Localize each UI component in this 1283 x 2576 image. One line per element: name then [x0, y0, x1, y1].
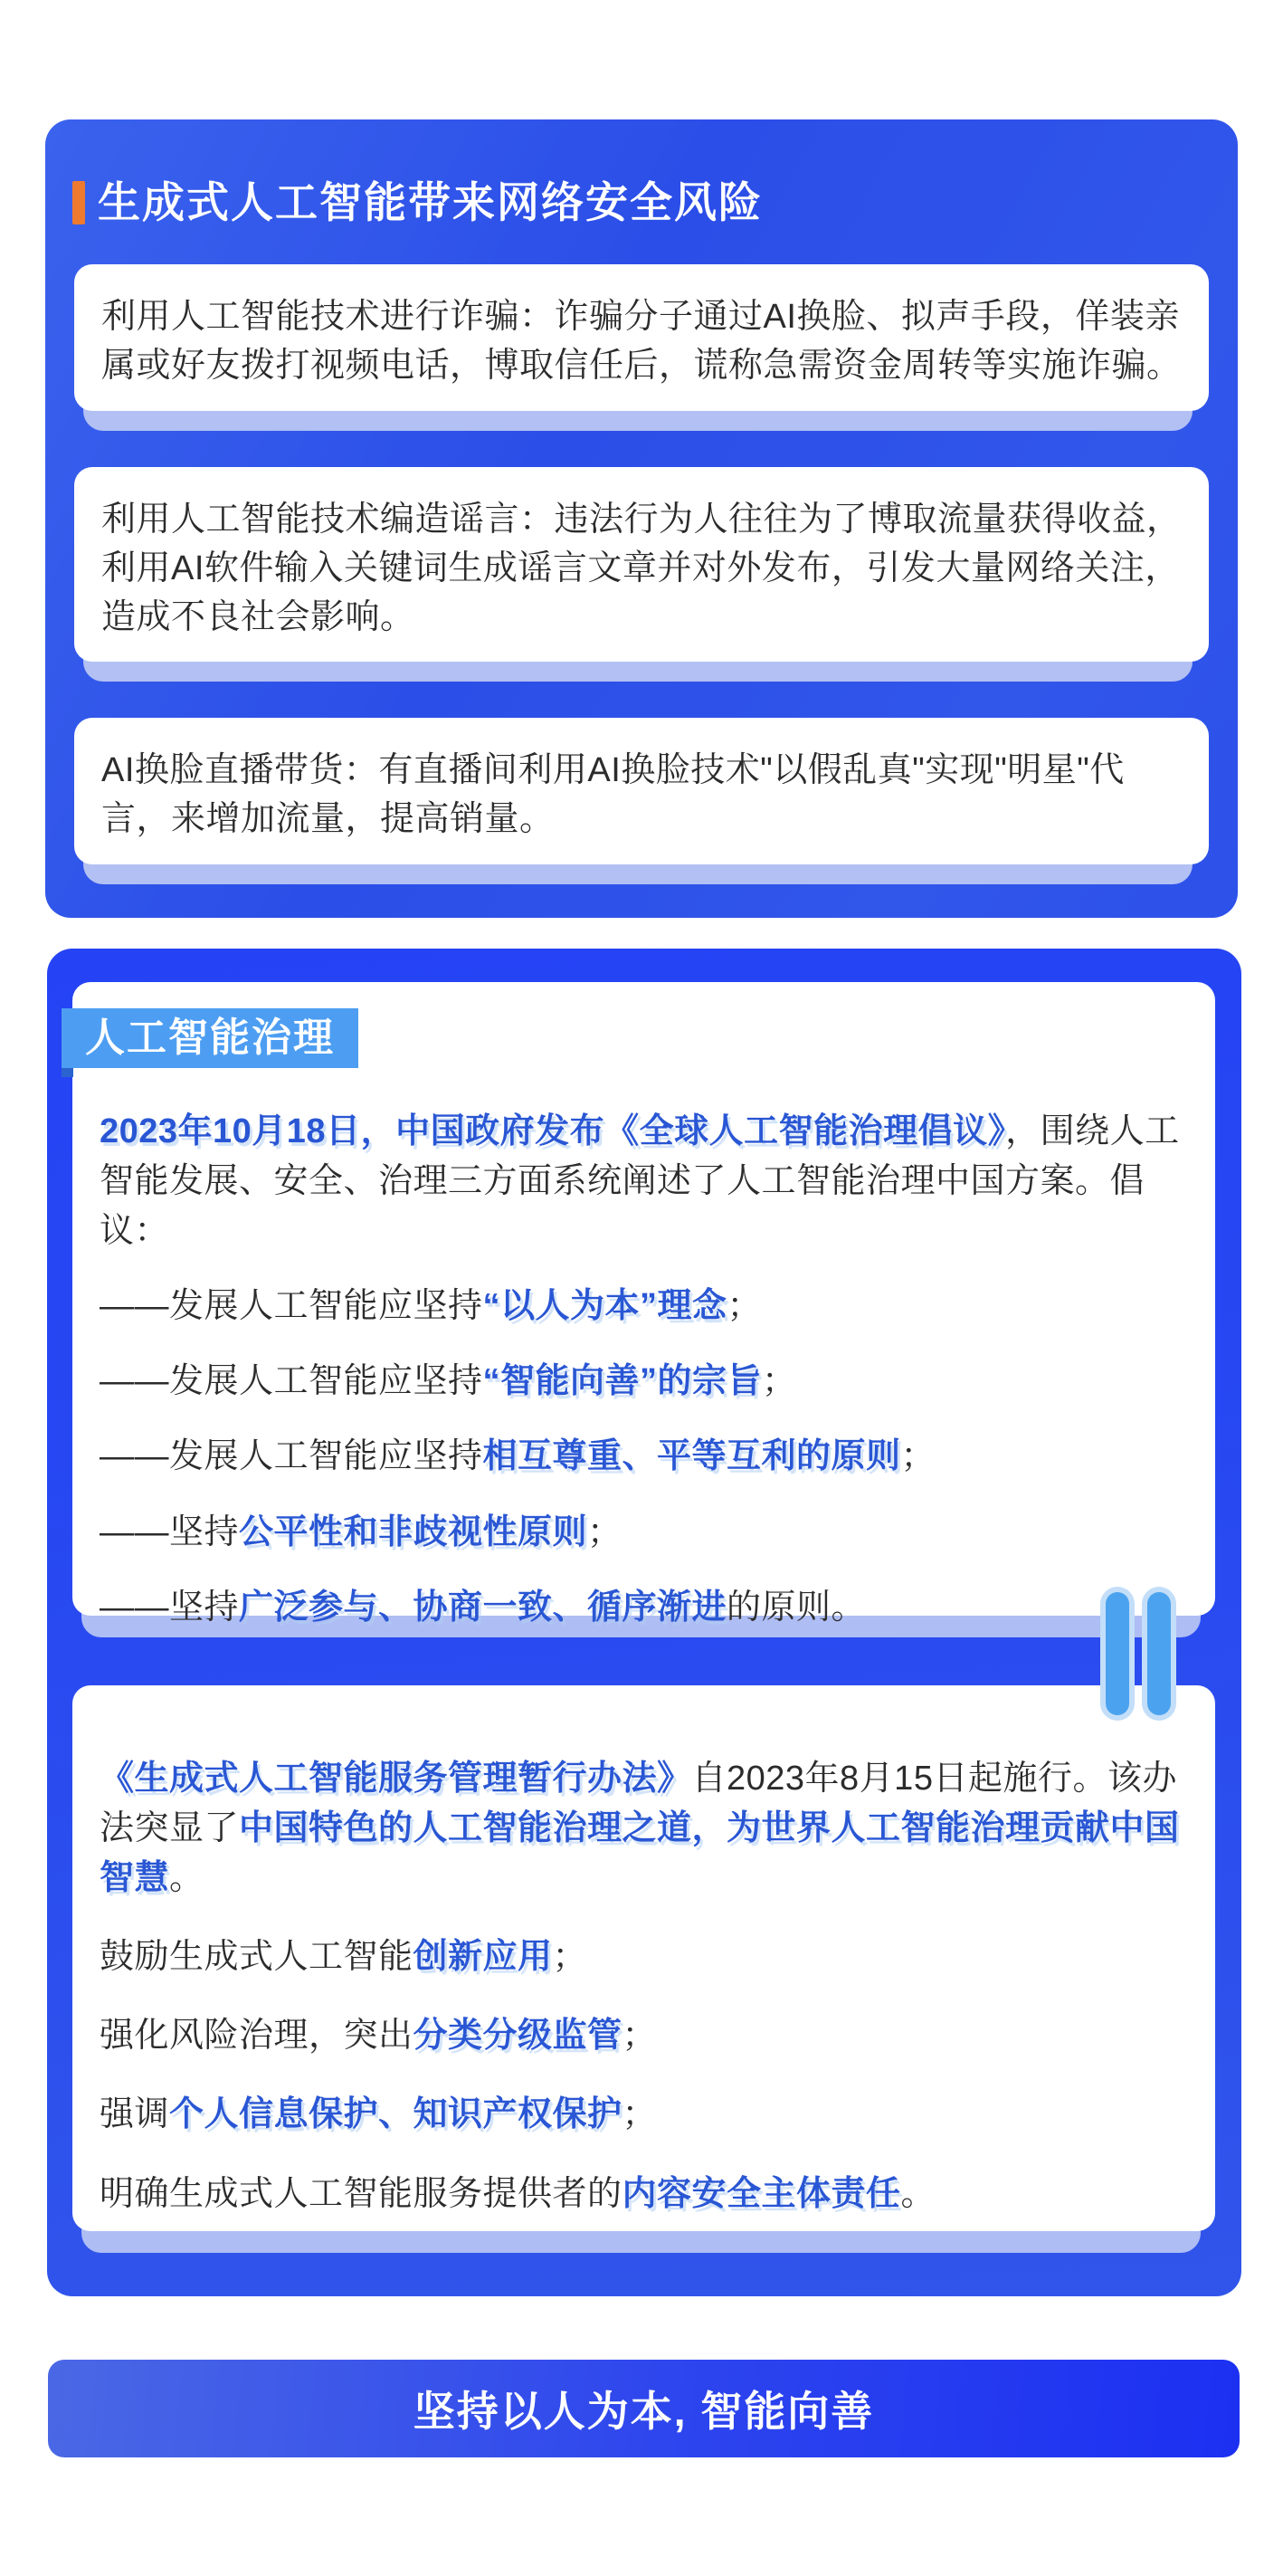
ai-governance-section: [47, 949, 1241, 2296]
risk-card-text: 利用人工智能技术进行诈骗：诈骗分子通过AI换脸、拟声手段，佯装亲属或好友拨打视频电话，博取信任后，谎称急需资金周转等实施诈骗。: [101, 297, 1182, 385]
bullet-post: ；: [552, 1938, 588, 1977]
ai-risk-section: [45, 119, 1238, 918]
measures-lead-mid: 自2023年8月15日起施行。该办法突显了: [100, 1760, 1177, 1848]
bullet-em: “智能向善”的宗旨: [482, 1362, 763, 1401]
bullet-pre: ——发展人工智能应坚持: [100, 1362, 483, 1401]
initiative-bullet: [100, 1432, 1188, 1482]
initiative-bullet: [100, 1583, 1188, 1633]
footer-slogan-bar: [48, 2360, 1240, 2457]
risk-card-livestream: [74, 718, 1209, 864]
bullet-post: ；: [622, 2095, 658, 2134]
accent-bar-icon: [72, 181, 85, 224]
bullet-post: ；: [727, 1287, 763, 1326]
initiative-bullet: [100, 1508, 1188, 1558]
initiative-lead-rest: ，围绕人工智能发展、安全、治理三方面系统阐述了人工智能治理中国方案。倡议：: [100, 1112, 1180, 1251]
measures-lead: 《生成式人工智能服务管理暂行办法》: [100, 1760, 692, 1798]
section-title: 生成式人工智能带来网络安全风险: [98, 178, 763, 226]
risk-card-fraud: [74, 264, 1209, 411]
initiative-bullet: [100, 1357, 1188, 1407]
bullet-pre: 鼓励生成式人工智能: [100, 1938, 413, 1977]
pause-bar-right: [1142, 1587, 1176, 1721]
measures-bullet: [100, 2090, 1188, 2140]
bullet-pre: ——发展人工智能应坚持: [100, 1287, 483, 1326]
bullet-em: 相互尊重、平等互利的原则: [482, 1437, 901, 1476]
bullet-post: ；: [762, 1362, 797, 1401]
initiative-lead: 2023年10月18日，中国政府发布《全球人工智能治理倡议》: [100, 1112, 1006, 1150]
bullet-pre: 强化风险治理，突出: [100, 2017, 413, 2056]
measures-bullet: [100, 2011, 1188, 2061]
bullet-em: 内容安全主体责任: [622, 2174, 901, 2213]
measures-paragraph: [100, 1754, 1188, 1903]
bullet-pre: 强调: [100, 2095, 170, 2134]
measures-bullet: [100, 2170, 1188, 2219]
measures-bullet: [100, 1932, 1188, 1982]
bullet-em: 创新应用: [413, 1938, 553, 1977]
bullet-em: 分类分级监管: [413, 2017, 622, 2056]
bullet-pre: ——坚持: [100, 1588, 240, 1627]
governance-badge: 人工智能治理: [62, 1008, 358, 1068]
interim-measures-card: [72, 1685, 1215, 2231]
bullet-em: “以人为本”理念: [482, 1287, 727, 1326]
measures-lead-end: 。: [169, 1859, 204, 1898]
pause-icon: [1100, 1587, 1176, 1721]
bullet-pre: ——坚持: [100, 1512, 240, 1551]
bullet-post: 的原则。: [727, 1588, 867, 1627]
bullet-post: 。: [900, 2174, 936, 2213]
bullet-post: ；: [900, 1437, 936, 1476]
bullet-em: 广泛参与、协商一致、循序渐进: [239, 1588, 727, 1627]
pause-bar-left: [1100, 1587, 1135, 1721]
bullet-pre: 明确生成式人工智能服务提供者的: [100, 2174, 622, 2213]
risk-card-text: AI换脸直播带货：有直播间利用AI换脸技术"以假乱真"实现"明星"代言，来增加流量，提高销量。: [101, 751, 1125, 839]
bullet-post: ；: [622, 2017, 658, 2056]
bullet-post: ；: [587, 1512, 622, 1551]
section-title-row: [72, 179, 1211, 226]
governance-initiative-card: [72, 982, 1215, 1627]
measures-lead-em2: 中国特色的人工智能治理之道，为世界人工智能治理贡献中国智慧: [100, 1809, 1180, 1898]
footer-slogan: 坚持以人为本, 智能向善: [413, 2388, 875, 2435]
risk-card-text: 利用人工智能技术编造谣言：违法行为人往往为了博取流量获得收益，利用AI软件输入关键词生成谣言文章并对外发布，引发大量网络关注，造成不良社会影响。: [101, 500, 1182, 636]
bullet-em: 公平性和非歧视性原则: [239, 1512, 588, 1551]
bullet-em: 个人信息保护、知识产权保护: [169, 2095, 622, 2134]
initiative-paragraph: [100, 1107, 1188, 1256]
risk-card-rumor: [74, 467, 1209, 663]
initiative-bullet: [100, 1282, 1188, 1331]
bullet-pre: ——发展人工智能应坚持: [100, 1437, 483, 1476]
